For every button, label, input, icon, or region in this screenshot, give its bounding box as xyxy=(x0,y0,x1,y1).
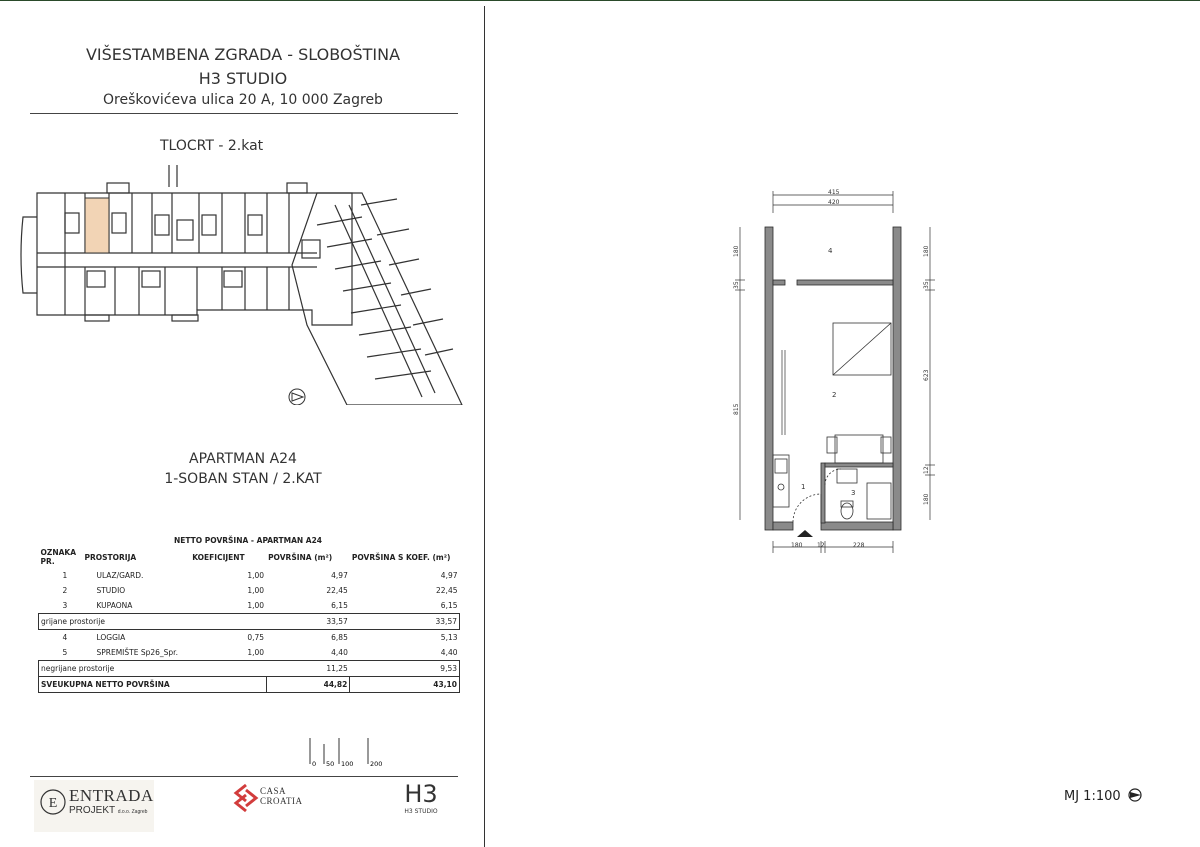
dim-bottom-228: 228 xyxy=(853,542,865,549)
dim-top-inner: 415 xyxy=(828,189,840,196)
dim-right-35: 35 xyxy=(923,281,930,289)
info-panel xyxy=(0,0,484,847)
cell-oznaka: 1 xyxy=(62,571,68,580)
cell-povrsina-koef: 4,40 xyxy=(440,648,458,657)
cell-povrsina-koef: 4,97 xyxy=(440,571,458,580)
cell-povrsina: 33,57 xyxy=(266,614,350,630)
cell-povrsina-koef: 5,13 xyxy=(440,633,458,642)
apartment-name: APARTMAN A24 xyxy=(189,451,297,467)
scale-bar xyxy=(308,738,388,770)
header-divider xyxy=(30,113,458,114)
casa-emblem-icon xyxy=(232,782,260,816)
casa-line2: CROATIA xyxy=(260,796,303,806)
cell-prostorija: LOGGIA xyxy=(96,633,126,642)
cell-prostorija: SPREMIŠTE Sp26_Spr. xyxy=(96,648,178,657)
area-table-title: NETTO POVRŠINA - APARTMAN A24 xyxy=(173,536,323,545)
dim-right-180: 180 xyxy=(923,245,930,257)
cell-label: negrijane prostorije xyxy=(39,661,267,677)
room-label-loggia: 4 xyxy=(828,247,833,255)
col-header: POVRŠINA (m²) xyxy=(268,552,333,562)
dim-top-outer: 420 xyxy=(828,199,840,206)
entrada-emblem-icon xyxy=(38,787,68,817)
col-header: OZNAKA PR. xyxy=(40,548,77,566)
col-header: PROSTORIJA xyxy=(84,552,137,562)
h3-mark: H3 xyxy=(404,780,438,806)
heated-subtotal-row xyxy=(39,614,460,630)
dim-right-623: 623 xyxy=(923,369,930,381)
floor-overview-plan xyxy=(17,165,467,405)
cell-oznaka: 3 xyxy=(62,601,68,610)
room-label-bath: 3 xyxy=(851,489,856,497)
dim-bottom-12: 12 xyxy=(817,542,825,549)
col-header: KOEFICIJENT xyxy=(192,552,245,562)
table-row xyxy=(39,568,460,583)
highlighted-apartment xyxy=(85,198,109,253)
north-arrow-icon xyxy=(289,389,305,405)
project-address: Oreškovićeva ulica 20 A, 10 000 Zagreb xyxy=(103,92,383,108)
table-row xyxy=(39,598,460,614)
dim-left-180: 180 xyxy=(733,245,740,257)
table-header-row xyxy=(39,546,460,568)
entrada-logo xyxy=(34,780,154,832)
footer-divider xyxy=(30,776,458,777)
cell-povrsina-koef: 9,53 xyxy=(350,661,460,677)
table-row xyxy=(39,630,460,646)
room-label-entry: 1 xyxy=(801,483,806,491)
cell-povrsina: 44,82 xyxy=(266,677,350,693)
plan-scale xyxy=(1064,788,1145,804)
cell-koef: 1,00 xyxy=(247,601,265,610)
apartment-floor-plan xyxy=(725,185,945,555)
cell-koef: 0,75 xyxy=(247,633,265,642)
entrada-letter: E xyxy=(48,796,58,811)
cell-prostorija: STUDIO xyxy=(96,586,126,595)
cell-koef: 1,00 xyxy=(247,648,265,657)
casa-croatia-logo xyxy=(230,780,320,820)
cell-povrsina: 11,25 xyxy=(266,661,350,677)
cell-povrsina-koef: 22,45 xyxy=(436,586,458,595)
scale-bar-label: 50 xyxy=(326,760,335,768)
cell-prostorija: ULAZ/GARD. xyxy=(96,571,144,580)
cell-povrsina-koef: 43,10 xyxy=(350,677,460,693)
entrada-sub xyxy=(69,805,147,816)
scale-bar-label: 0 xyxy=(312,760,317,768)
cell-povrsina-koef: 6,15 xyxy=(440,601,458,610)
cell-koef: 1,00 xyxy=(247,586,265,595)
entrada-sub-main: PROJEKT xyxy=(69,805,115,816)
scale-bar-label: 200 xyxy=(370,760,383,768)
total-row xyxy=(39,677,460,693)
dim-left-815: 815 xyxy=(733,403,740,415)
entrada-name: ENTRADA xyxy=(69,786,154,805)
cell-povrsina: 6,15 xyxy=(331,601,348,610)
cell-label: grijane prostorije xyxy=(39,614,267,630)
table-row xyxy=(39,645,460,661)
dim-bottom-180: 180 xyxy=(791,542,803,549)
casa-text xyxy=(260,786,303,806)
cell-povrsina-koef: 33,57 xyxy=(350,614,460,630)
cell-oznaka: 4 xyxy=(62,633,68,642)
casa-line1: CASA xyxy=(260,786,287,796)
cell-povrsina: 22,45 xyxy=(326,586,348,595)
h3-studio-logo xyxy=(396,780,456,820)
room-label-studio: 2 xyxy=(832,391,837,399)
cell-oznaka: 5 xyxy=(62,648,68,657)
plan-scale-text: MJ 1:100 xyxy=(1064,789,1121,804)
dim-right-12: 12 xyxy=(923,466,930,474)
scale-bar-label: 100 xyxy=(341,760,354,768)
cell-povrsina: 4,97 xyxy=(331,571,348,580)
cell-koef: 1,00 xyxy=(247,571,265,580)
cell-oznaka: 2 xyxy=(62,586,68,595)
h3-sub: H3 STUDIO xyxy=(404,808,438,815)
panel-divider xyxy=(484,6,485,847)
cell-prostorija: KUPAONA xyxy=(96,601,133,610)
entrada-sub-small: d.o.o. Zagreb xyxy=(117,809,148,815)
project-title: VIŠESTAMBENA ZGRADA - SLOBOŠTINA xyxy=(85,45,401,64)
dim-left-35: 35 xyxy=(733,281,740,289)
entry-arrow-icon xyxy=(797,530,813,537)
cell-label: SVEUKUPNA NETTO POVRŠINA xyxy=(39,677,267,693)
dim-right-180b: 180 xyxy=(923,493,930,505)
cell-povrsina: 6,85 xyxy=(331,633,348,642)
area-table xyxy=(38,546,460,693)
col-header: POVRŠINA S KOEF. (m²) xyxy=(351,552,451,562)
h3-mark-icon xyxy=(396,780,446,806)
unheated-subtotal-row xyxy=(39,661,460,677)
apartment-type: 1-SOBAN STAN / 2.KAT xyxy=(164,471,322,487)
cell-povrsina: 4,40 xyxy=(331,648,348,657)
north-arrow-icon xyxy=(1125,788,1145,802)
floor-title: TLOCRT - 2.kat xyxy=(160,138,264,154)
studio-name: H3 STUDIO xyxy=(198,69,288,88)
table-row xyxy=(39,583,460,598)
